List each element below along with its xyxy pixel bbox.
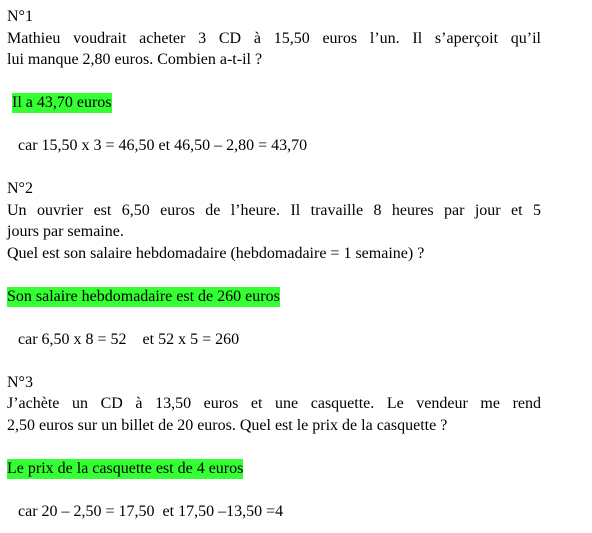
exercise-1 [7,6,541,178]
calculation: car 15,50 x 3 = 46,50 et 46,50 – 2,80 = 43,70 [18,137,308,154]
answer-line [7,286,541,308]
question-line: Un ouvrier est 6,50 euros de l’heure. Il travaille 8 heures par jour et 5 [7,201,541,219]
question-line: Quel est son salaire hebdomadaire (hebdomadaire = 1 semaine) ? [7,244,425,262]
highlighted-answer: Il a 43,70 euros [12,94,112,111]
question-line: jours par semaine. [7,223,124,240]
highlighted-answer: Son salaire hebdomadaire est de 260 euros [7,287,280,305]
answer-line [7,92,541,114]
answer-line [7,458,541,480]
question-line: J’achète un CD à 13,50 euros et une casquette. Le vendeur me rend [7,395,541,412]
exercise-sheet [7,6,541,522]
calculation: car 6,50 x 8 = 52 et 52 x 5 = 260 [18,330,240,348]
exercise-number: N°1 [7,8,33,25]
exercise-2 [7,178,541,372]
exercise-number: N°3 [7,373,33,391]
exercise-3 [7,372,541,523]
question-line: lui manque 2,80 euros. Combien a-t-il ? [7,51,263,68]
highlighted-answer: Le prix de la casquette est de 4 euros [7,459,244,477]
question-line: 2,50 euros sur un billet de 20 euros. Quel est le prix de la casquette ? [7,416,448,434]
question-line: Mathieu voudrait acheter 3 CD à 15,50 euros l’un. Il s’aperçoit qu’il [7,29,541,47]
calculation: car 20 – 2,50 = 17,50 et 17,50 –13,50 =4 [18,502,284,520]
exercise-number: N°2 [7,180,33,197]
